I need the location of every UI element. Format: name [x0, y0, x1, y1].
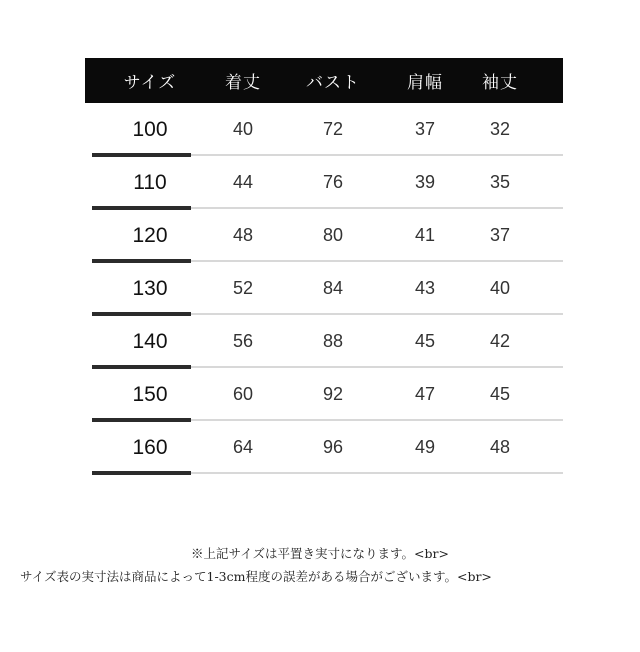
header-sleeve: 袖丈 [482, 73, 518, 93]
bust-value: 72 [322, 119, 344, 139]
size-value: 150 [132, 382, 168, 406]
sleeve-value: 40 [489, 278, 511, 298]
bust-value: 92 [322, 384, 344, 404]
size-value: 120 [132, 223, 168, 247]
note-flat-measurement: ※上記サイズは平置き実寸になります。<br> [191, 546, 449, 561]
length-value: 52 [232, 278, 254, 298]
size-table [85, 58, 563, 474]
size-value: 140 [132, 329, 168, 353]
bust-value: 88 [322, 331, 344, 351]
table-row [85, 368, 563, 421]
sleeve-value: 35 [489, 172, 511, 192]
table-row [85, 315, 563, 368]
bust-value: 96 [322, 437, 344, 457]
shoulder-value: 39 [414, 172, 436, 192]
header-length: 着丈 [225, 73, 261, 93]
length-value: 60 [232, 384, 254, 404]
size-value: 100 [132, 117, 168, 141]
sleeve-value: 32 [489, 119, 511, 139]
length-value: 48 [232, 225, 254, 245]
note-measurement-tolerance: サイズ表の実寸法は商品によって1-3cm程度の誤差がある場合がございます。<br> [20, 569, 492, 584]
size-value: 160 [132, 435, 168, 459]
table-row [85, 156, 563, 209]
bust-value: 80 [322, 225, 344, 245]
row-accent-underline [92, 471, 191, 475]
shoulder-value: 41 [414, 225, 436, 245]
header-shoulder: 肩幅 [407, 73, 443, 93]
header-size: サイズ [123, 73, 177, 93]
bust-value: 76 [322, 172, 344, 192]
sleeve-value: 37 [489, 225, 511, 245]
sleeve-value: 45 [489, 384, 511, 404]
table-header [85, 58, 563, 103]
shoulder-value: 43 [414, 278, 436, 298]
table-row [85, 209, 563, 262]
bust-value: 84 [322, 278, 344, 298]
size-value: 130 [132, 276, 168, 300]
table-row [85, 262, 563, 315]
sleeve-value: 48 [489, 437, 511, 457]
length-value: 44 [232, 172, 254, 192]
shoulder-value: 37 [414, 119, 436, 139]
size-value: 110 [133, 170, 167, 194]
length-value: 56 [232, 331, 254, 351]
header-bust: バスト [306, 73, 360, 93]
length-value: 40 [232, 119, 254, 139]
table-row [85, 421, 563, 474]
length-value: 64 [232, 437, 254, 457]
shoulder-value: 47 [414, 384, 436, 404]
sleeve-value: 42 [489, 331, 511, 351]
shoulder-value: 45 [414, 331, 436, 351]
shoulder-value: 49 [414, 437, 436, 457]
table-row [85, 103, 563, 156]
